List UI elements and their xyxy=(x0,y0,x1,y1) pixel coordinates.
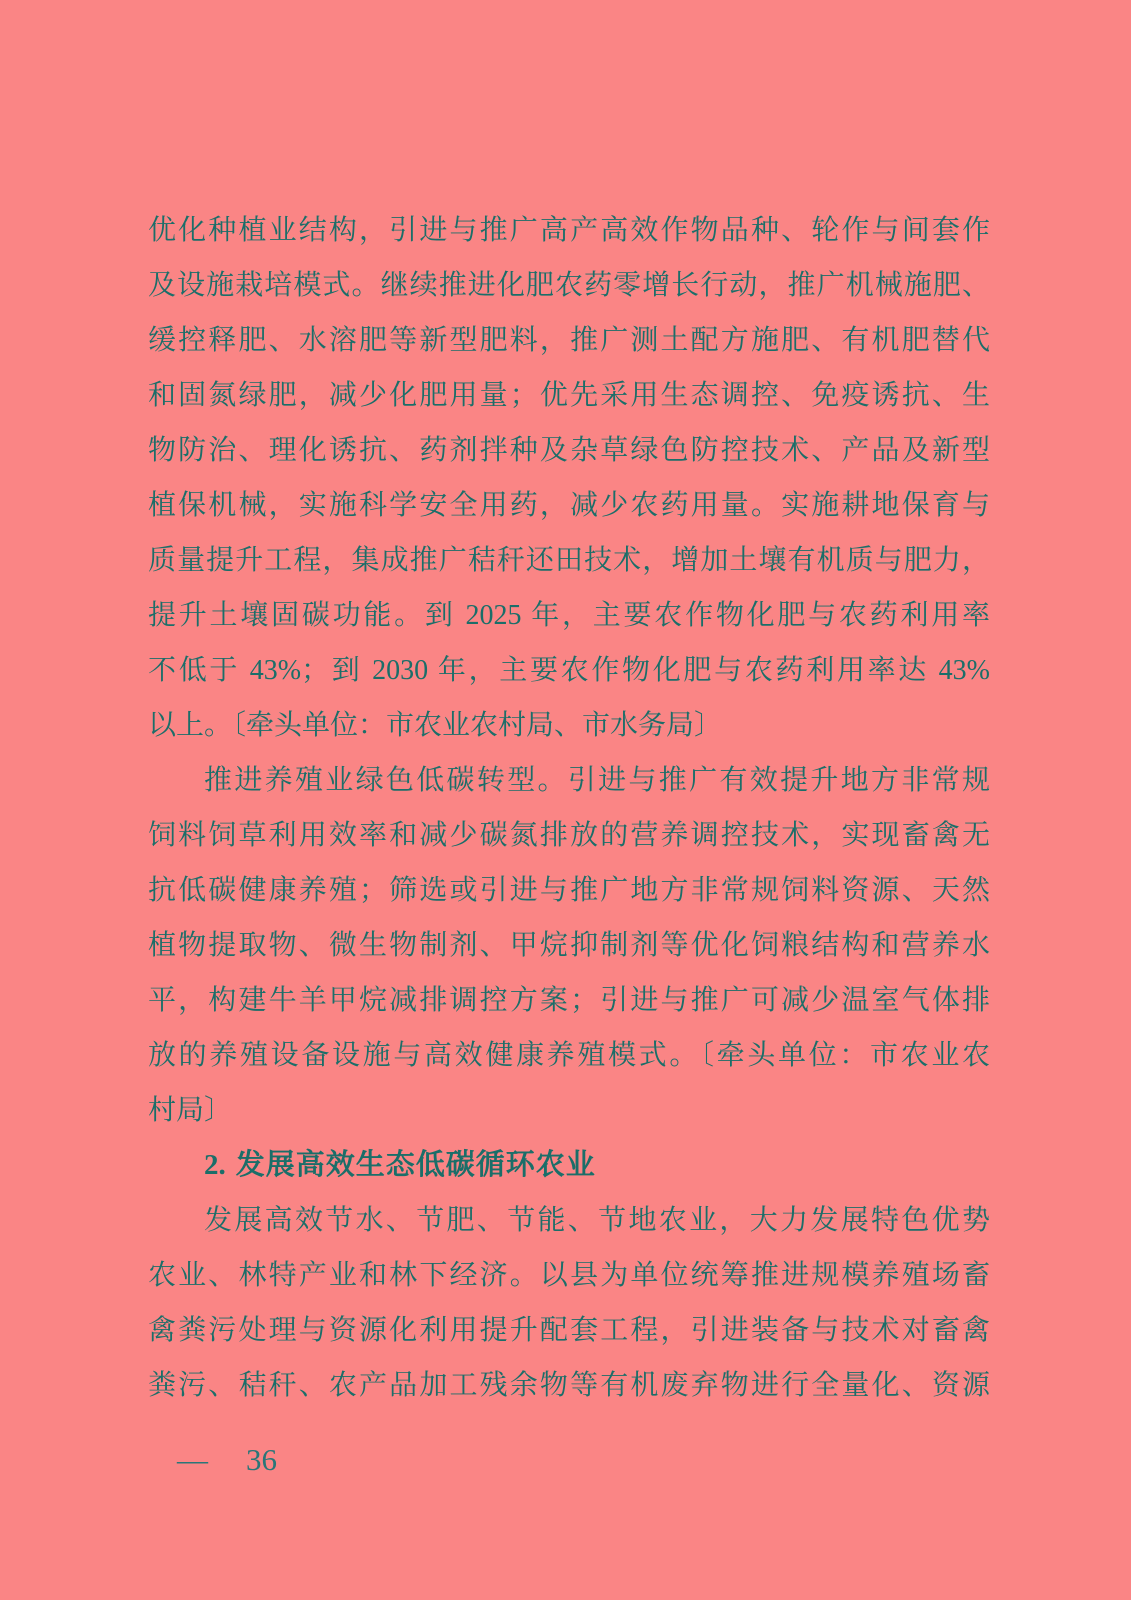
text-line: 物防治、理化诱抗、药剂拌种及杂草绿色防控技术、产品及新型 xyxy=(148,435,990,466)
text-line: 植保机械，实施科学安全用药，减少农药用量。实施耕地保育与 xyxy=(148,490,990,521)
text-line: 饲料饲草利用效率和减少碳氮排放的营养调控技术，实现畜禽无 xyxy=(148,820,990,851)
section-heading-title: 发展高效生态低碳循环农业 xyxy=(235,1149,596,1181)
text-line: 发展高效节水、节肥、节能、节地农业，大力发展特色优势 xyxy=(204,1205,990,1236)
text-line: 粪污、秸秆、农产品加工残余物等有机废弃物进行全量化、资源 xyxy=(148,1370,990,1401)
page-number: 36 xyxy=(246,1442,277,1477)
text-line: 植物提取物、微生物制剂、甲烷抑制剂等优化饲粮结构和营养水 xyxy=(148,930,990,961)
body-text xyxy=(148,203,990,1413)
text-line: 平，构建牛羊甲烷减排调控方案；引进与推广可减少温室气体排 xyxy=(148,985,990,1016)
section-heading-number: 2. xyxy=(204,1149,226,1181)
text-line: 缓控释肥、水溶肥等新型肥料，推广测土配方施肥、有机肥替代 xyxy=(148,325,990,356)
text-line: 提升土壤固碳功能。到 2025 年，主要农作物化肥与农药利用率 xyxy=(148,600,990,631)
text-line: 不低于 43%；到 2030 年，主要农作物化肥与农药利用率达 43% xyxy=(148,655,990,686)
text-line: 和固氮绿肥，减少化肥用量；优先采用生态调控、免疫诱抗、生 xyxy=(148,380,990,411)
footer-dash: — xyxy=(177,1442,208,1477)
text-line: 及设施栽培模式。继续推进化肥农药零增长行动，推广机械施肥、 xyxy=(148,270,990,301)
section-heading xyxy=(148,1138,990,1193)
text-line: 质量提升工程，集成推广秸秆还田技术，增加土壤有机质与肥力， xyxy=(148,545,990,576)
text-line: 放的养殖设备设施与高效健康养殖模式。〔牵头单位：市农业农 xyxy=(148,1040,990,1071)
text-line: 禽粪污处理与资源化利用提升配套工程，引进装备与技术对畜禽 xyxy=(148,1315,990,1346)
text-line: 推进养殖业绿色低碳转型。引进与推广有效提升地方非常规 xyxy=(204,765,990,796)
text-line: 抗低碳健康养殖；筛选或引进与推广地方非常规饲料资源、天然 xyxy=(148,875,990,906)
text-line: 优化种植业结构，引进与推广高产高效作物品种、轮作与间套作 xyxy=(148,215,990,246)
text-line: 农业、林特产业和林下经济。以县为单位统筹推进规模养殖场畜 xyxy=(148,1260,990,1291)
text-line-lead-unit: 以上。〔牵头单位：市农业农村局、市水务局〕 xyxy=(148,710,723,741)
text-line-lead-unit: 村局〕 xyxy=(148,1095,233,1126)
page-footer xyxy=(177,1438,277,1482)
